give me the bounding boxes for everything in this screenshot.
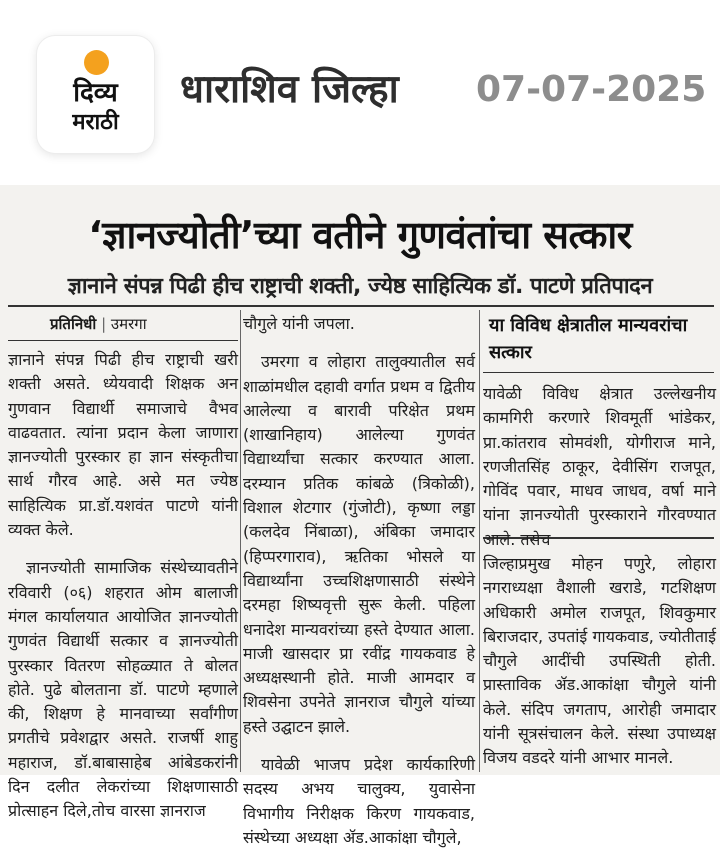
- edition-date: 07-07-2025: [476, 69, 707, 110]
- column-divider-1: [240, 310, 241, 772]
- logo-text-line1: दिव्य: [73, 78, 118, 108]
- byline-divider: [8, 340, 238, 341]
- paragraph-1: ज्ञानाने संपन्न पिढी हीच राष्ट्राची खरी शक्ती असते. ध्येयवादी शिक्षक अन गुणवान विद्यार्थी समाजाचे वैभव वाढवतात. त्यांना प्रदान केला जाणारा ज्ञानज्योती पुरस्कार हा ज्ञान संस्कृतीचा सार्थ गौरव आहे. असे मत ज्येष्ठ साहित्यिक प्रा.डॉ.यशवंत पाटणे यांनी व्यक्त केले.: [8, 350, 238, 540]
- district-title: धाराशिव जिल्हा: [180, 67, 399, 112]
- byline-separator: |: [101, 315, 107, 333]
- paragraph-6: यावेळी विविध क्षेत्रात उल्लेखनीय कामगिरी करणारे शिवमूर्ती भांडेकर, प्रा.कांतराव सोमवंशी, योगीराज माने, रणजीतसिंह ठाकूर, देवीसिंग राजपूत, गोविंद पवार, माधव जाधव, वर्षा माने यांना ज्ञानज्योती पुरस्काराने गौरवण्यात आले. तसेच: [483, 384, 716, 549]
- paragraph-4: उमरगा व लोहारा तालुक्यातील सर्व शाळांमधील दहावी वर्गात प्रथम व द्वितीय आलेल्या व बारावी परिक्षेत प्रथम (शाखानिहाय) आलेल्या गुणवंत विद्यार्थ्यांचा सत्कार करण्यात आला. दरम्यान प्रतिक कांबळे (त्रिकोळी), विशाल शेटगार (गुंजोटी), कृष्णा लड्डा (कलदेव निंबाळा), अंबिका जमादार (हिप्परगाराव), ऋतिका भोसले या विद्यार्थ्यांना उच्चशिक्षणासाठी संस्थेने दरमहा शिष्यवृत्ती सुरू केली. पहिला धनादेश मान्यवरांच्या हस्ते देण्यात आला. माजी खासदार प्रा रवींद्र गायकवाड हे अध्यक्षस्थानी होते. माजी आमदार व शिवसेना उपनेते ज्ञानराज चौगुले यांच्या हस्ते उद्घाटन झाले.: [243, 352, 475, 736]
- divya-marathi-logo[interactable]: [37, 36, 154, 153]
- paragraph-7: जिल्हाप्रमुख मोहन पणुरे, लोहारा नगराध्यक्षा वैशाली खराडे, गटशिक्षण अधिकारी अमोल राजपूत, शिवकुमार बिराजदार, उपतांई गायकवाड, ज्योतीताई चौगुले आदींची उपस्थिती होती. प्रास्ताविक ॲड.आकांक्षा चौगुले यांनी केले. संदिप जगताप, आरोही जमादार यांनी सूत्रसंचालन केले. संस्था उपाध्यक्ष विजय वडदरे यांनी आभार मानले.: [483, 554, 716, 768]
- paragraph-5: यावेळी भाजप प्रदेश कार्यकारिणी सदस्य अभय चालुक्य, युवासेना विभागीय निरीक्षक किरण गायकवाड, संस्थेच्या अध्यक्षा ॲड.आकांक्षा चौगुले,: [243, 755, 475, 847]
- paragraph-3: चौगुले यांनी जपला.: [243, 314, 355, 333]
- sidebar-box-title: या विविध क्षेत्रातील मान्यवरांचा सत्कार: [489, 315, 688, 363]
- article-column-1: [8, 348, 238, 824]
- byline-reporter: प्रतिनिधी: [50, 315, 97, 333]
- byline-place: उमरगा: [110, 315, 147, 333]
- article-subheadline: ज्ञानाने संपन्न पिढी हीच राष्ट्राची शक्ती, ज्येष्ठ साहित्यिक डॉ. पाटणे प्रतिपादन: [67, 274, 653, 299]
- article-headline: ‘ज्ञानज्योती’च्या वतीने गुणवंतांचा सत्कार: [88, 213, 632, 257]
- column-divider-2: [479, 310, 480, 772]
- box-title-divider: [483, 372, 714, 373]
- article-column-3: [483, 552, 716, 771]
- subhead-divider: [8, 305, 714, 307]
- logo-text-line2: मराठी: [72, 110, 119, 135]
- sun-icon: [84, 50, 109, 75]
- byline: [50, 313, 147, 335]
- paragraph-2: ज्ञानज्योती सामाजिक संस्थेच्यावतीने रविवारी (०६) शहरात ओम बालाजी मंगल कार्यालयात आयोजित ज्ञानज्योती गुणवंत विद्यार्थी सत्कार व ज्ञानज्योती पुरस्कार वितरण सोहळ्यात ते बोलत होते. पुढे बोलताना डॉ. पाटणे म्हणाले की, शिक्षण हे मानवाच्या सर्वांगीण प्रगतीचे प्रवेशद्वार असते. राजर्षी शाहु महाराज, डॉ.बाबासाहेब आंबेडकरांनी दिन दलीत लेकरांच्या शिक्षणासाठी प्रोत्साहन दिले,तोच वारसा ज्ञानराज: [8, 558, 238, 821]
- article-column-2: [243, 312, 475, 850]
- app-header: [0, 0, 720, 185]
- sidebar-box-text: [483, 382, 716, 552]
